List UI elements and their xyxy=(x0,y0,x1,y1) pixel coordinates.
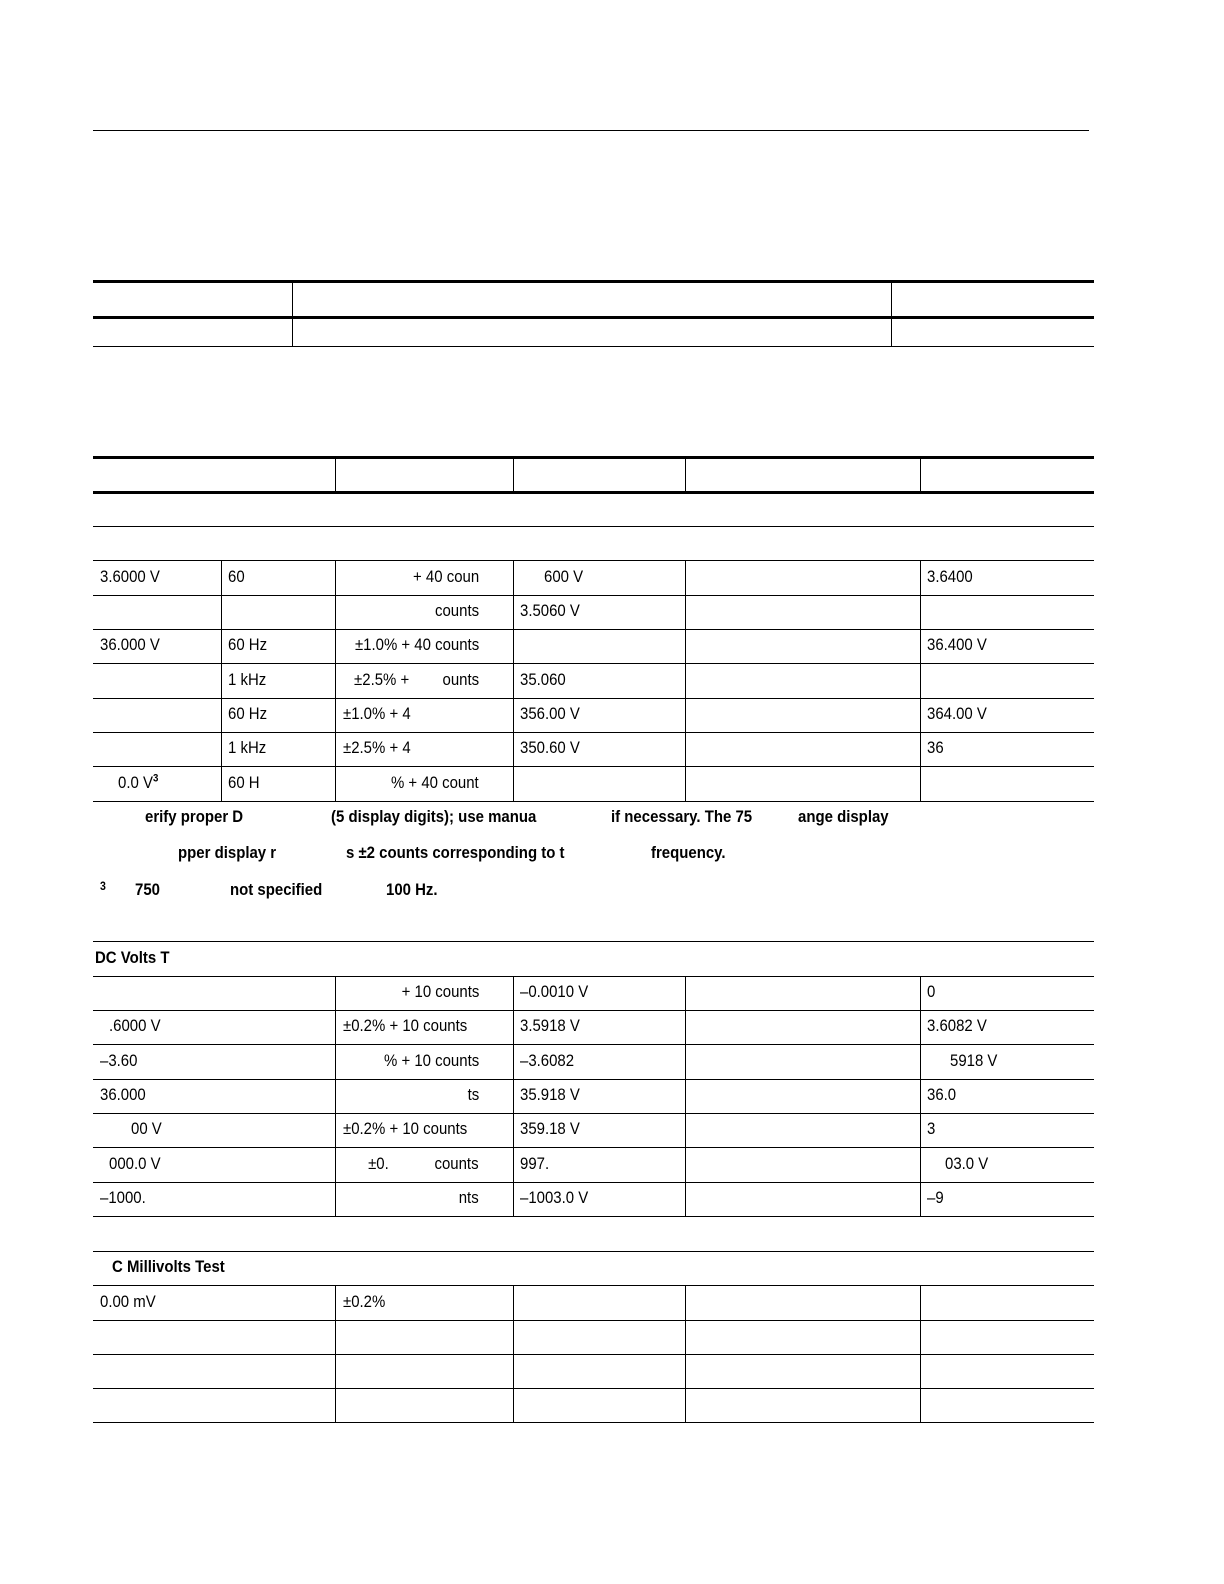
table-cell: ±1.0% + 40 counts xyxy=(354,635,479,654)
table-cell: 359.18 V xyxy=(520,1119,580,1138)
table-cell: 3.5918 V xyxy=(520,1016,580,1035)
table-note: 100 Hz. xyxy=(386,880,438,899)
table-cell: –0.0010 V xyxy=(520,982,589,1001)
table-cell: –9 xyxy=(927,1188,944,1207)
table-title: C Millivolts Test xyxy=(112,1257,225,1276)
table-cell: 03.0 V xyxy=(945,1154,989,1173)
table-cell: 36.000 xyxy=(100,1085,146,1104)
table-cell: 3.6400 xyxy=(927,567,973,586)
table-cell: 1 kHz xyxy=(228,738,267,757)
table-note: not specified xyxy=(230,880,323,899)
footnote-mark: 3 xyxy=(152,772,159,785)
table-cell: –1000. xyxy=(100,1188,146,1207)
table-cell: ±1.0% + 4 xyxy=(343,704,411,723)
table-cell: counts xyxy=(434,601,479,620)
table-note: 750 xyxy=(135,880,160,899)
table-cell: % + 10 counts xyxy=(383,1051,479,1070)
table-cell: ±0.2% + 10 counts xyxy=(343,1016,468,1035)
table-cell: 60 H xyxy=(228,773,260,792)
table-cell: 3 xyxy=(927,1119,936,1138)
table-cell: ±0.2% + 10 counts xyxy=(343,1119,468,1138)
table-cell: –3.60 xyxy=(100,1051,138,1070)
table-cell: 36.000 V xyxy=(100,635,160,654)
table-cell: 3.6000 V xyxy=(100,567,160,586)
table-cell: nts xyxy=(459,1188,479,1207)
table-cell: .6000 V xyxy=(109,1016,161,1035)
table-cell: 0 xyxy=(927,982,936,1001)
table-cell: 35.060 xyxy=(520,670,566,689)
table-cell: 60 xyxy=(228,567,245,586)
page-header-rule xyxy=(93,130,1089,131)
table-cell: 35.918 V xyxy=(520,1085,580,1104)
table-cell: 5918 V xyxy=(950,1051,998,1070)
table-note: if necessary. The 75 xyxy=(611,807,753,826)
table-cell: 356.00 V xyxy=(520,704,580,723)
table-cell: 364.00 V xyxy=(927,704,987,723)
table-title: DC Volts T xyxy=(95,948,170,967)
table-cell: 60 Hz xyxy=(228,704,268,723)
table-cell: + 40 coun xyxy=(412,567,479,586)
table-cell: % + 40 count xyxy=(391,773,479,792)
table-cell: ts xyxy=(467,1085,479,1104)
table-cell: ±2.5% + 4 xyxy=(343,738,411,757)
table-cell: 350.60 V xyxy=(520,738,580,757)
table-cell: 36 xyxy=(927,738,944,757)
table-note: s ±2 counts corresponding to t xyxy=(346,843,565,862)
table-cell: ±0.2% xyxy=(343,1292,386,1311)
table-note: ange display xyxy=(798,807,889,826)
table-cell: 600 V xyxy=(544,567,584,586)
table-cell: 0.00 mV xyxy=(100,1292,156,1311)
table-cell: 1 kHz xyxy=(228,670,267,689)
table-cell: 997. xyxy=(520,1154,550,1173)
table-cell: 00 V xyxy=(131,1119,162,1138)
table-cell: 3.5060 V xyxy=(520,601,580,620)
table-cell: 36.400 V xyxy=(927,635,987,654)
table-cell: 60 Hz xyxy=(228,635,268,654)
table-cell: + 10 counts xyxy=(401,982,479,1001)
table-cell: –1003.0 V xyxy=(520,1188,589,1207)
table-cell: 3.6082 V xyxy=(927,1016,987,1035)
table-cell: ±0. counts xyxy=(368,1154,479,1173)
table-cell: 000.0 V xyxy=(109,1154,161,1173)
table-cell: 36.0 xyxy=(927,1085,957,1104)
table-note: pper display r xyxy=(178,843,277,862)
table-cell: 0.0 $V^3$ xyxy=(118,772,159,792)
table-cell: ±2.5% + ounts xyxy=(353,670,479,689)
footnote-mark: 3 xyxy=(100,879,106,893)
table-note: (5 display digits); use manua xyxy=(331,807,537,826)
table-note: erify proper D xyxy=(145,807,244,826)
table-note: frequency. xyxy=(651,843,726,862)
table-cell: –3.6082 xyxy=(520,1051,575,1070)
